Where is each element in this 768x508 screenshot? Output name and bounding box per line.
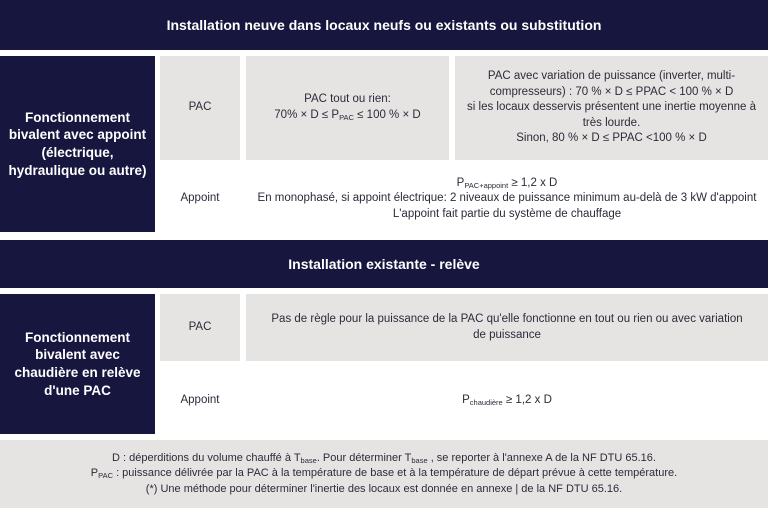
footnote-ppac: $P_{PAC}$ : puissance délivrée par la PAC à la température de base et à la température de départ prévue à cette température. — [90, 467, 678, 481]
pac-variation-cell: PAC avec variation de puissance (inverter, multi-compresseurs) : 70 % × D ≤ PPAC < 100 % × D si les locaux desservis présentent une inertie moyenne à très lourde. Sinon, 80 % × D ≤ PPAC <100 % × D — [455, 56, 768, 160]
appoint-rule-cell: $P_{PAC+appoint} \ge 1,2$ x D En monophasé, si appoint électrique: 2 niveaux de puissance minimum au-delà de 3 kW d'appoint L'appoint fait partie du système de chauffage — [246, 166, 768, 232]
pac-formula: $70\% \times D \le P_{PAC} \le 100$ % × D — [274, 109, 421, 122]
footnotes — [0, 440, 768, 508]
appoint-label-cell: Appoint — [180, 192, 220, 205]
header-title: Installation existante - relève — [288, 256, 480, 272]
pac-tout-ou-rien-cell: PAC tout ou rien: $70\% \times D \le P_{PAC} \le 100$ % × D — [246, 56, 449, 160]
chaudiere-formula: $P_{chaudière} \ge 1,2$ x D — [462, 393, 552, 407]
pac-rule-cell: Pas de règle pour la puissance de la PAC qu'elle fonctionne en tout ou rien ou avec variation de puissance — [246, 294, 768, 361]
pac-label-cell: PAC — [160, 294, 240, 361]
chaudiere-rule-cell — [246, 367, 768, 434]
pac-label-cell: PAC — [160, 56, 240, 160]
header-new-installation — [0, 0, 768, 50]
header-existing-installation — [0, 240, 768, 288]
footnote-d: D : déperditions du volume chauffé à $T_{base}$. Pour déterminer $T_{base}$ , se reporter à l'annexe A de la NF DTU 65.16. — [112, 451, 656, 465]
row-label-bivalent-chaudiere: Fonctionnement bivalent avec chaudière en relève d'une PAC — [0, 294, 155, 434]
header-title: Installation neuve dans locaux neufs ou existants ou substitution — [166, 17, 602, 33]
appoint-formula: $P_{PAC+appoint} \ge 1,2$ x D — [456, 176, 558, 190]
footnote-inertie: (*) Une méthode pour déterminer l'inertie des locaux est donnée en annexe | de la NF DTU 65.16. — [145, 482, 623, 495]
appoint-label-cell: Appoint — [180, 393, 220, 406]
row-label-bivalent-appoint: Fonctionnement bivalent avec appoint (électrique, hydraulique ou autre) — [0, 56, 155, 232]
